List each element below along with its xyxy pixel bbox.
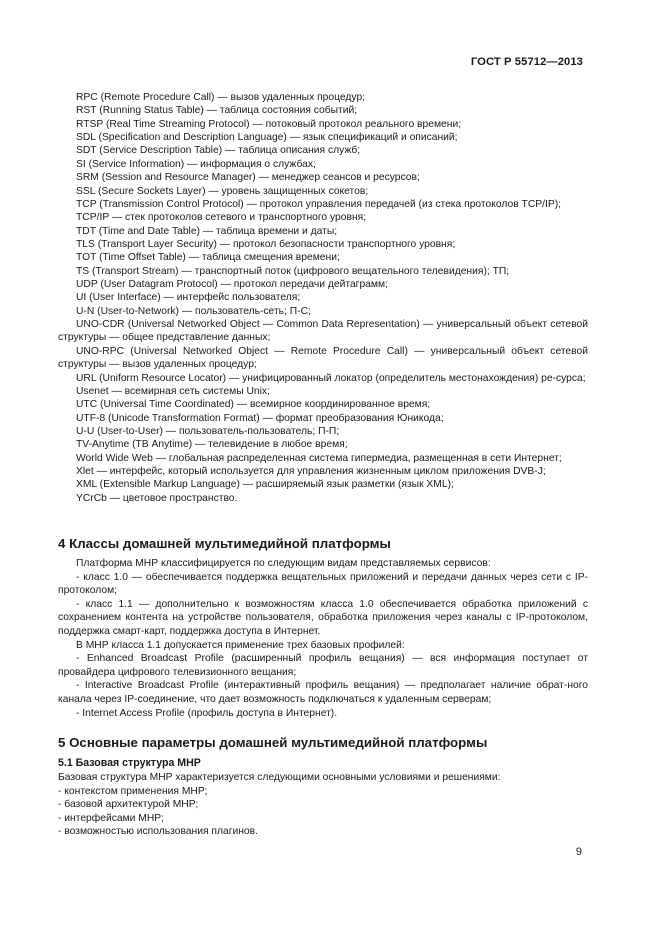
abbreviation-entry: RST (Running Status Table) — таблица состояния событий;: [76, 105, 358, 117]
section-5-title: 5 Основные параметры домашней мультимедийной платформы: [58, 735, 488, 750]
section-4-paragraph: - Internet Access Profile (профиль доступа в Интернет).: [76, 707, 338, 719]
abbreviation-entry: Xlet — интерфейс, который используется для управления жизненным циклом приложения DVB-J;: [76, 466, 546, 478]
subsection-5-1-list-item: - базовой архитектурой МНР;: [58, 799, 199, 811]
abbreviation-entry: UI (User Interface) — интерфейс пользователя;: [76, 292, 301, 304]
abbreviation-entry: UTF-8 (Unicode Transformation Format) — формат преобразования Юникода;: [76, 412, 444, 424]
section-4-paragraph: - класс 1.1 — дополнительно к возможностям класса 1.0 обеспечивается обработка приложений с сохранением контента на устройстве пользователя, обработка приложения через каналы с IP-протоколом, поддержка смарт-карт, поддержка доступа в Интернет.: [58, 598, 588, 637]
abbreviation-entry: TCP/IP — стек протоколов сетевого и транспортного уровня;: [76, 212, 367, 224]
abbreviation-entry: URL (Uniform Resource Locator) — унифицированный локатор (определитель местонахождения) ре-сурса;: [76, 372, 586, 384]
page-number: 9: [575, 846, 582, 858]
abbreviation-entry: SDT (Service Description Table) — таблица описания служб;: [76, 145, 361, 157]
subsection-5-1-title: 5.1 Базовая структура МНР: [58, 757, 201, 769]
subsection-5-1-body: [58, 771, 588, 839]
subsection-5-1-list-item: - интерфейсами МНР;: [58, 812, 164, 824]
abbreviation-entry: UNO-CDR (Universal Networked Object — Common Data Representation) — универсальный объект сетевой структуры — общее представление данных;: [58, 319, 588, 344]
abbreviation-entry: World Wide Web — глобальная распределенная система гипермедиа, размещенная в сети Интернет;: [76, 452, 562, 464]
subsection-5-1-list-item: - возможностью использования плагинов.: [58, 826, 258, 838]
abbreviation-entry: U-N (User-to-Network) — пользователь-сеть; П-С;: [76, 305, 311, 317]
abbreviation-entry: RTSP (Real Time Streaming Protocol) — потоковый протокол реального времени;: [76, 118, 462, 130]
section-4-paragraph: Платформа МНР классифицируется по следующим видам представляемых сервисов:: [76, 558, 491, 569]
abbreviation-entry: SRM (Session and Resource Manager) — менеджер сеансов и ресурсов;: [76, 172, 420, 184]
abbreviation-entry: TDT (Time and Date Table) — таблица времени и даты;: [76, 225, 338, 237]
abbreviation-entry: Usenet — всемирная сеть системы Unix;: [76, 385, 270, 397]
abbreviation-entry: UTC (Universal Time Coordinated) — всемирное координированное время;: [76, 399, 431, 411]
section-4-title: 4 Классы домашней мультимедийной платформы: [58, 536, 391, 551]
abbreviation-entry: SDL (Specification and Description Language) — язык спецификаций и описаний;: [76, 132, 458, 144]
subsection-5-1-intro: Базовая структура МНР характеризуется следующими основными условиями и решениями:: [58, 772, 501, 783]
abbreviation-entry: TV-Anytime (ТВ Anytime) — телевидение в любое время;: [76, 439, 348, 451]
abbreviation-entry: TOT (Time Offset Table) — таблица смещения времени;: [76, 252, 340, 264]
abbreviation-entry: YCrCb — цветовое пространство.: [76, 492, 238, 504]
section-4-paragraph: - Enhanced Broadcast Profile (расширенный профиль вещания) — вся информация поступает от провайдера цифрового телевизионного вещания;: [58, 653, 588, 678]
abbreviations-list: [58, 91, 588, 505]
abbreviation-entry: TS (Transport Stream) — транспортный поток (цифрового вещательного телевидения); ТП;: [76, 265, 510, 277]
section-4-paragraph: - Interactive Broadcast Profile (интерактивный профиль вещания) — предполагает наличие обрат-ного канала через IP-соединение, что дает возможность подключаться к удаленным серверам;: [58, 680, 588, 705]
abbreviation-entry: SSL (Secure Sockets Layer) — уровень защищенных сокетов;: [76, 185, 369, 197]
abbreviation-entry: RPC (Remote Procedure Call) — вызов удаленных процедур;: [76, 92, 366, 103]
abbreviation-entry: XML (Extensible Markup Language) — расширяемый язык разметки (язык XML);: [76, 479, 454, 491]
abbreviation-entry: UNO-RPC (Universal Networked Object — Remote Procedure Call) — универсальный объект сетевой структуры — вызов удаленных процедур;: [58, 345, 588, 371]
section-4-body: [58, 557, 588, 720]
abbreviation-entry: TCP (Transmission Control Protocol) — протокол управления передачей (из стека протоколов TCP/IP);: [76, 198, 562, 210]
subsection-5-1-list-item: - контекстом применения МНР;: [58, 785, 208, 797]
document-header-id: ГОСТ Р 55712—2013: [470, 56, 583, 68]
abbreviation-entry: SI (Service Information) — информация о службах;: [76, 158, 316, 170]
abbreviation-entry: U-U (User-to-User) — пользователь-пользователь; П-П;: [76, 425, 340, 437]
section-4-paragraph: В МНР класса 1.1 допускается применение трех базовых профилей:: [76, 639, 405, 651]
abbreviation-entry: TLS (Transport Layer Security) — протокол безопасности транспортного уровня;: [76, 238, 456, 250]
section-4-paragraph: - класс 1.0 — обеспечивается поддержка вещательных приложений и передачи данных через сети с IP-протоколом;: [58, 571, 588, 597]
abbreviation-entry: UDP (User Datagram Protocol) — протокол передачи дейтаграмм;: [76, 279, 388, 291]
